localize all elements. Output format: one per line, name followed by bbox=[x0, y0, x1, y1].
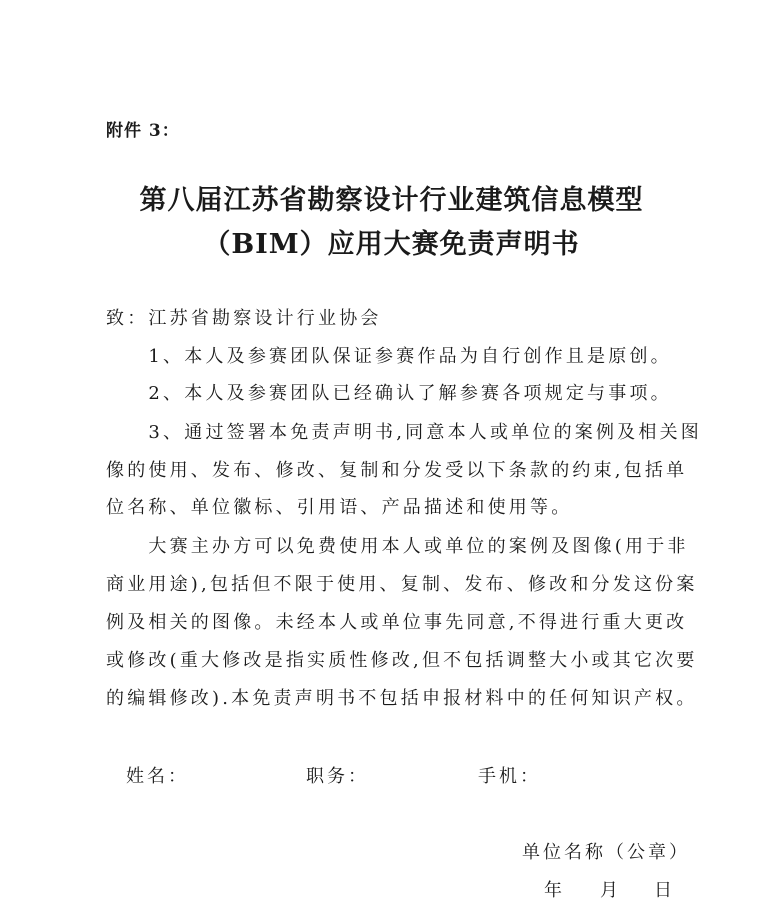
body-line-5: 位名称、单位徽标、引用语、产品描述和使用等。 bbox=[106, 497, 573, 518]
phone-field-label: 手机： bbox=[478, 766, 541, 787]
date-day-label: 日 bbox=[654, 880, 672, 901]
body-line-9: 或修改(重大修改是指实质性修改,但不包括调整大小或其它次要 bbox=[106, 650, 698, 671]
body-line-2: 2、本人及参赛团队已经确认了解参赛各项规定与事项。 bbox=[106, 383, 672, 404]
position-field-label: 职务： bbox=[306, 766, 369, 787]
body-line-10: 的编辑修改).本免责声明书不包括申报材料中的任何知识产权。 bbox=[106, 688, 698, 709]
document-title-line-1: 第八届江苏省勘察设计行业建筑信息模型 bbox=[139, 185, 644, 216]
body-line-3: 3、通过签署本免责声明书,同意本人或单位的案例及相关图 bbox=[106, 422, 702, 443]
date-year-label: 年 bbox=[544, 880, 562, 901]
document-title-line-2: （BIM）应用大赛免责声明书 bbox=[203, 229, 580, 260]
date-month-label: 月 bbox=[600, 880, 618, 901]
body-line-6: 大赛主办方可以免费使用本人或单位的案例及图像(用于非 bbox=[106, 536, 689, 557]
body-line-1: 1、本人及参赛团队保证参赛作品为自行创作且是原创。 bbox=[106, 346, 672, 367]
company-seal-label: 单位名称（公章） bbox=[522, 842, 690, 863]
body-line-8: 例及相关的图像。未经本人或单位事先同意,不得进行重大更改 bbox=[106, 612, 688, 633]
body-line-4: 像的使用、发布、修改、复制和分发受以下条款的约束,包括单 bbox=[106, 460, 688, 481]
attachment-label: 附件 3： bbox=[106, 121, 180, 141]
body-line-7: 商业用途),包括但不限于使用、复制、发布、修改和分发这份案 bbox=[106, 574, 698, 595]
name-field-label: 姓名： bbox=[126, 766, 189, 787]
addressee-line: 致：江苏省勘察设计行业协会 bbox=[106, 308, 382, 329]
